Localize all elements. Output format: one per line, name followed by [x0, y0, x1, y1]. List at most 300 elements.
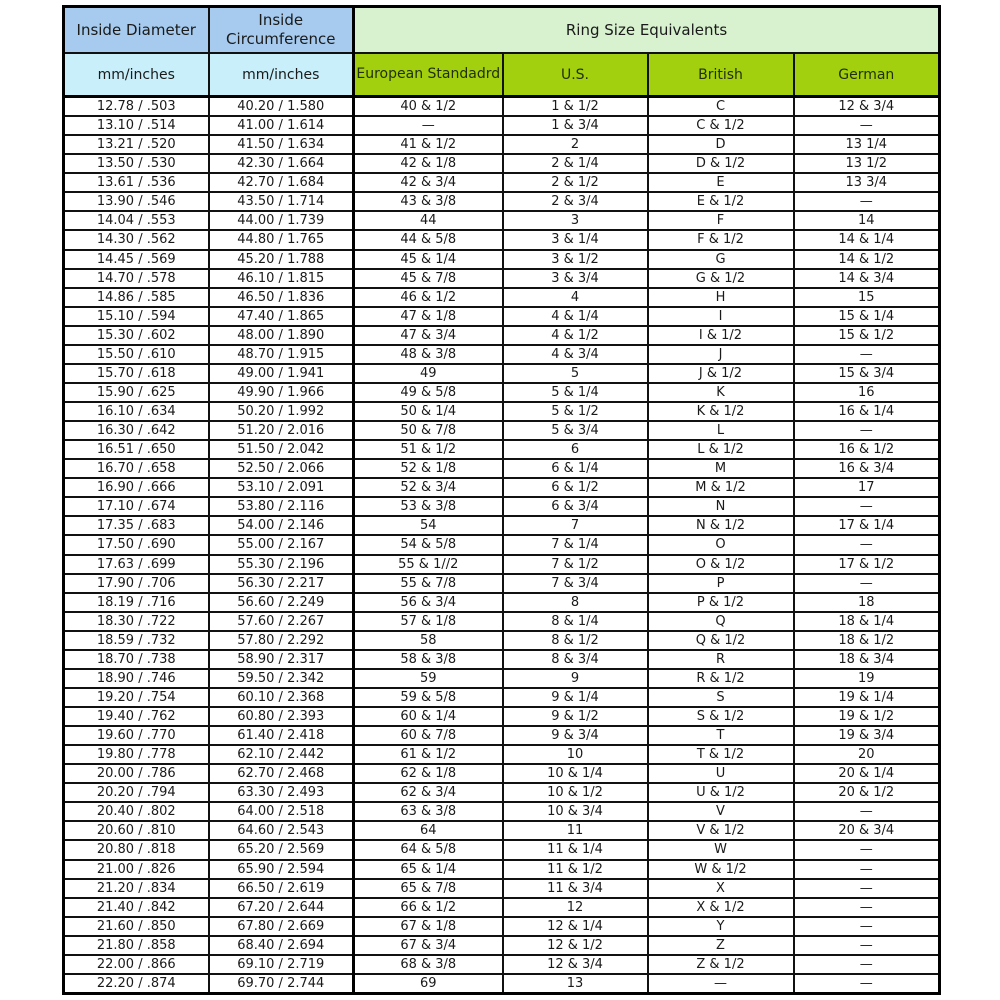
cell-diameter: 17.90 / .706	[64, 574, 209, 593]
cell-german: 14 & 3/4	[794, 269, 940, 288]
table-row	[64, 860, 940, 879]
cell-diameter: 13.21 / .520	[64, 135, 209, 154]
cell-british: I & 1/2	[648, 326, 794, 345]
cell-circumference: 42.70 / 1.684	[209, 173, 354, 192]
table-row	[64, 440, 940, 459]
cell-german: 15 & 1/4	[794, 307, 940, 326]
cell-european: 44 & 5/8	[354, 230, 503, 249]
cell-diameter: 18.30 / .722	[64, 612, 209, 631]
cell-circumference: 58.90 / 2.317	[209, 650, 354, 669]
cell-us: 11 & 1/4	[503, 840, 648, 859]
table-row	[64, 917, 940, 936]
table-row	[64, 364, 940, 383]
table-row	[64, 936, 940, 955]
cell-european: 55 & 7/8	[354, 574, 503, 593]
table-row	[64, 478, 940, 497]
cell-european: 47 & 1/8	[354, 307, 503, 326]
cell-german: 20 & 1/2	[794, 783, 940, 802]
table-row	[64, 230, 940, 249]
cell-us: 2 & 1/4	[503, 154, 648, 173]
header-row-sub	[64, 53, 940, 97]
cell-circumference: 51.20 / 2.016	[209, 421, 354, 440]
cell-german: —	[794, 840, 940, 859]
cell-us: 12 & 3/4	[503, 955, 648, 974]
cell-us: 1 & 3/4	[503, 116, 648, 135]
cell-us: 6 & 3/4	[503, 497, 648, 516]
cell-british: I	[648, 307, 794, 326]
cell-circumference: 65.20 / 2.569	[209, 840, 354, 859]
cell-european: 67 & 1/8	[354, 917, 503, 936]
cell-diameter: 19.20 / .754	[64, 688, 209, 707]
table-row	[64, 612, 940, 631]
table-row	[64, 459, 940, 478]
header-inside-diameter: Inside Diameter	[64, 7, 209, 54]
cell-european: 66 & 1/2	[354, 898, 503, 917]
cell-circumference: 43.50 / 1.714	[209, 192, 354, 211]
cell-german: 17	[794, 478, 940, 497]
table-row	[64, 650, 940, 669]
cell-circumference: 55.30 / 2.196	[209, 555, 354, 574]
cell-diameter: 21.20 / .834	[64, 879, 209, 898]
cell-us: 5 & 3/4	[503, 421, 648, 440]
table-row	[64, 326, 940, 345]
cell-german: 19 & 1/2	[794, 707, 940, 726]
cell-british: Z	[648, 936, 794, 955]
table-row	[64, 898, 940, 917]
cell-british: K & 1/2	[648, 402, 794, 421]
cell-diameter: 15.50 / .610	[64, 345, 209, 364]
table-row	[64, 764, 940, 783]
cell-circumference: 62.70 / 2.468	[209, 764, 354, 783]
cell-european: 56 & 3/4	[354, 593, 503, 612]
cell-german: 14	[794, 211, 940, 230]
cell-european: 63 & 3/8	[354, 802, 503, 821]
table-row	[64, 745, 940, 764]
table-row	[64, 173, 940, 192]
cell-circumference: 69.10 / 2.719	[209, 955, 354, 974]
cell-diameter: 13.90 / .546	[64, 192, 209, 211]
cell-circumference: 48.70 / 1.915	[209, 345, 354, 364]
cell-european: 44	[354, 211, 503, 230]
cell-british: F	[648, 211, 794, 230]
cell-circumference: 41.50 / 1.634	[209, 135, 354, 154]
cell-british: T & 1/2	[648, 745, 794, 764]
table-row	[64, 269, 940, 288]
cell-us: 7 & 1/2	[503, 555, 648, 574]
cell-us: 10	[503, 745, 648, 764]
cell-diameter: 17.35 / .683	[64, 516, 209, 535]
cell-european: 62 & 1/8	[354, 764, 503, 783]
cell-german: —	[794, 898, 940, 917]
table-row	[64, 821, 940, 840]
cell-circumference: 52.50 / 2.066	[209, 459, 354, 478]
table-row	[64, 402, 940, 421]
cell-german: 15 & 1/2	[794, 326, 940, 345]
header-german: German	[794, 53, 940, 97]
cell-german: 13 3/4	[794, 173, 940, 192]
cell-us: 9 & 1/2	[503, 707, 648, 726]
cell-european: 48 & 3/8	[354, 345, 503, 364]
cell-diameter: 19.40 / .762	[64, 707, 209, 726]
cell-european: 45 & 7/8	[354, 269, 503, 288]
table-row	[64, 631, 940, 650]
cell-circumference: 63.30 / 2.493	[209, 783, 354, 802]
cell-us: 10 & 3/4	[503, 802, 648, 821]
table-row	[64, 955, 940, 974]
cell-european: 47 & 3/4	[354, 326, 503, 345]
cell-us: 2 & 3/4	[503, 192, 648, 211]
cell-us: 12 & 1/2	[503, 936, 648, 955]
cell-circumference: 44.80 / 1.765	[209, 230, 354, 249]
cell-diameter: 14.86 / .585	[64, 288, 209, 307]
cell-circumference: 57.80 / 2.292	[209, 631, 354, 650]
cell-european: 51 & 1/2	[354, 440, 503, 459]
cell-german: —	[794, 974, 940, 994]
cell-european: 64 & 5/8	[354, 840, 503, 859]
cell-british: T	[648, 726, 794, 745]
cell-us: 4	[503, 288, 648, 307]
cell-european: 65 & 1/4	[354, 860, 503, 879]
cell-diameter: 20.40 / .802	[64, 802, 209, 821]
cell-european: 64	[354, 821, 503, 840]
cell-german: 18 & 3/4	[794, 650, 940, 669]
cell-diameter: 17.10 / .674	[64, 497, 209, 516]
cell-german: 20	[794, 745, 940, 764]
cell-german: 19	[794, 669, 940, 688]
cell-european: 42 & 1/8	[354, 154, 503, 173]
cell-british: D & 1/2	[648, 154, 794, 173]
ring-size-table	[62, 5, 941, 995]
cell-european: 50 & 7/8	[354, 421, 503, 440]
cell-circumference: 42.30 / 1.664	[209, 154, 354, 173]
cell-circumference: 54.00 / 2.146	[209, 516, 354, 535]
cell-british: V & 1/2	[648, 821, 794, 840]
cell-us: 3	[503, 211, 648, 230]
cell-british: P	[648, 574, 794, 593]
table-body	[64, 97, 940, 994]
cell-us: 2	[503, 135, 648, 154]
cell-british: L	[648, 421, 794, 440]
cell-german: 13 1/4	[794, 135, 940, 154]
cell-european: 49	[354, 364, 503, 383]
header-ring-size-equivalents: Ring Size Equivalents	[354, 7, 940, 54]
cell-european: 60 & 1/4	[354, 707, 503, 726]
cell-british: P & 1/2	[648, 593, 794, 612]
cell-british: E	[648, 173, 794, 192]
cell-european: 59	[354, 669, 503, 688]
cell-us: 8	[503, 593, 648, 612]
header-european-standard: European Standadrd	[354, 53, 503, 97]
cell-german: 12 & 3/4	[794, 97, 940, 117]
cell-us: 13	[503, 974, 648, 994]
header-circumference-units: mm/inches	[209, 53, 354, 97]
table-row	[64, 688, 940, 707]
cell-circumference: 60.80 / 2.393	[209, 707, 354, 726]
cell-circumference: 40.20 / 1.580	[209, 97, 354, 117]
cell-diameter: 20.80 / .818	[64, 840, 209, 859]
cell-diameter: 13.50 / .530	[64, 154, 209, 173]
cell-european: 41 & 1/2	[354, 135, 503, 154]
cell-british: G & 1/2	[648, 269, 794, 288]
cell-us: 12	[503, 898, 648, 917]
table-row	[64, 211, 940, 230]
table-row	[64, 574, 940, 593]
cell-british: —	[648, 974, 794, 994]
cell-diameter: 13.61 / .536	[64, 173, 209, 192]
cell-german: —	[794, 345, 940, 364]
cell-circumference: 57.60 / 2.267	[209, 612, 354, 631]
cell-british: Y	[648, 917, 794, 936]
cell-european: 58	[354, 631, 503, 650]
cell-european: 42 & 3/4	[354, 173, 503, 192]
table-row	[64, 783, 940, 802]
cell-circumference: 49.90 / 1.966	[209, 383, 354, 402]
cell-british: J	[648, 345, 794, 364]
table-row	[64, 593, 940, 612]
cell-us: 9 & 3/4	[503, 726, 648, 745]
cell-german: —	[794, 802, 940, 821]
cell-german: 16 & 1/4	[794, 402, 940, 421]
cell-european: 52 & 1/8	[354, 459, 503, 478]
ring-size-conversion-table	[62, 5, 938, 995]
cell-circumference: 69.70 / 2.744	[209, 974, 354, 994]
cell-us: 3 & 3/4	[503, 269, 648, 288]
cell-british: O	[648, 535, 794, 554]
table-row	[64, 497, 940, 516]
cell-british: L & 1/2	[648, 440, 794, 459]
cell-us: 11 & 1/2	[503, 860, 648, 879]
cell-us: 5 & 1/2	[503, 402, 648, 421]
cell-circumference: 48.00 / 1.890	[209, 326, 354, 345]
cell-diameter: 21.00 / .826	[64, 860, 209, 879]
cell-circumference: 50.20 / 1.992	[209, 402, 354, 421]
header-diameter-units: mm/inches	[64, 53, 209, 97]
cell-diameter: 14.04 / .553	[64, 211, 209, 230]
cell-european: 52 & 3/4	[354, 478, 503, 497]
cell-german: 13 1/2	[794, 154, 940, 173]
cell-european: 45 & 1/4	[354, 250, 503, 269]
cell-european: 68 & 3/8	[354, 955, 503, 974]
cell-european: 65 & 7/8	[354, 879, 503, 898]
cell-british: O & 1/2	[648, 555, 794, 574]
cell-german: 17 & 1/2	[794, 555, 940, 574]
cell-us: 10 & 1/4	[503, 764, 648, 783]
cell-diameter: 14.45 / .569	[64, 250, 209, 269]
cell-german: 16	[794, 383, 940, 402]
cell-european: 46 & 1/2	[354, 288, 503, 307]
cell-european: 57 & 1/8	[354, 612, 503, 631]
cell-diameter: 19.60 / .770	[64, 726, 209, 745]
cell-british: E & 1/2	[648, 192, 794, 211]
cell-british: M & 1/2	[648, 478, 794, 497]
cell-diameter: 16.90 / .666	[64, 478, 209, 497]
cell-british: S & 1/2	[648, 707, 794, 726]
cell-circumference: 62.10 / 2.442	[209, 745, 354, 764]
cell-us: 5	[503, 364, 648, 383]
cell-diameter: 20.00 / .786	[64, 764, 209, 783]
cell-circumference: 64.60 / 2.543	[209, 821, 354, 840]
cell-european: 43 & 3/8	[354, 192, 503, 211]
cell-us: 3 & 1/2	[503, 250, 648, 269]
cell-british: N & 1/2	[648, 516, 794, 535]
table-row	[64, 135, 940, 154]
cell-diameter: 21.60 / .850	[64, 917, 209, 936]
cell-british: U & 1/2	[648, 783, 794, 802]
cell-german: 15 & 3/4	[794, 364, 940, 383]
cell-german: 14 & 1/2	[794, 250, 940, 269]
cell-diameter: 14.70 / .578	[64, 269, 209, 288]
cell-german: 18 & 1/2	[794, 631, 940, 650]
cell-british: H	[648, 288, 794, 307]
table-row	[64, 383, 940, 402]
cell-circumference: 47.40 / 1.865	[209, 307, 354, 326]
cell-german: —	[794, 497, 940, 516]
cell-british: R	[648, 650, 794, 669]
table-row	[64, 154, 940, 173]
cell-british: F & 1/2	[648, 230, 794, 249]
cell-european: 60 & 7/8	[354, 726, 503, 745]
cell-british: S	[648, 688, 794, 707]
cell-european: 62 & 3/4	[354, 783, 503, 802]
cell-european: 55 & 1//2	[354, 555, 503, 574]
table-row	[64, 555, 940, 574]
table-row	[64, 288, 940, 307]
cell-circumference: 60.10 / 2.368	[209, 688, 354, 707]
cell-us: 1 & 1/2	[503, 97, 648, 117]
cell-circumference: 61.40 / 2.418	[209, 726, 354, 745]
cell-diameter: 16.70 / .658	[64, 459, 209, 478]
header-us: U.S.	[503, 53, 648, 97]
cell-circumference: 45.20 / 1.788	[209, 250, 354, 269]
cell-us: 5 & 1/4	[503, 383, 648, 402]
cell-european: 54	[354, 516, 503, 535]
table-row	[64, 116, 940, 135]
cell-us: 2 & 1/2	[503, 173, 648, 192]
cell-british: V	[648, 802, 794, 821]
cell-european: 59 & 5/8	[354, 688, 503, 707]
cell-diameter: 20.60 / .810	[64, 821, 209, 840]
cell-circumference: 65.90 / 2.594	[209, 860, 354, 879]
table-row	[64, 192, 940, 211]
cell-diameter: 15.70 / .618	[64, 364, 209, 383]
cell-diameter: 12.78 / .503	[64, 97, 209, 117]
cell-european: —	[354, 116, 503, 135]
cell-german: —	[794, 917, 940, 936]
cell-diameter: 17.50 / .690	[64, 535, 209, 554]
cell-diameter: 21.80 / .858	[64, 936, 209, 955]
cell-circumference: 64.00 / 2.518	[209, 802, 354, 821]
cell-german: —	[794, 574, 940, 593]
cell-diameter: 16.30 / .642	[64, 421, 209, 440]
cell-us: 9	[503, 669, 648, 688]
cell-british: D	[648, 135, 794, 154]
cell-british: G	[648, 250, 794, 269]
cell-us: 6	[503, 440, 648, 459]
cell-british: K	[648, 383, 794, 402]
cell-diameter: 13.10 / .514	[64, 116, 209, 135]
cell-german: —	[794, 860, 940, 879]
cell-german: 18 & 1/4	[794, 612, 940, 631]
cell-british: X & 1/2	[648, 898, 794, 917]
header-row-main	[64, 7, 940, 54]
table-row	[64, 974, 940, 994]
cell-us: 4 & 3/4	[503, 345, 648, 364]
cell-german: 19 & 3/4	[794, 726, 940, 745]
cell-diameter: 18.19 / .716	[64, 593, 209, 612]
table-row	[64, 97, 940, 117]
table-row	[64, 307, 940, 326]
cell-us: 12 & 1/4	[503, 917, 648, 936]
cell-us: 8 & 1/4	[503, 612, 648, 631]
cell-us: 7	[503, 516, 648, 535]
cell-european: 50 & 1/4	[354, 402, 503, 421]
header-inside-circumference: Inside Circumference	[209, 7, 354, 54]
cell-circumference: 53.10 / 2.091	[209, 478, 354, 497]
cell-circumference: 67.80 / 2.669	[209, 917, 354, 936]
cell-european: 69	[354, 974, 503, 994]
table-row	[64, 726, 940, 745]
cell-german: 20 & 1/4	[794, 764, 940, 783]
cell-german: 15	[794, 288, 940, 307]
cell-circumference: 53.80 / 2.116	[209, 497, 354, 516]
cell-diameter: 22.00 / .866	[64, 955, 209, 974]
cell-german: —	[794, 116, 940, 135]
cell-german: 18	[794, 593, 940, 612]
cell-european: 67 & 3/4	[354, 936, 503, 955]
table-row	[64, 879, 940, 898]
cell-british: U	[648, 764, 794, 783]
cell-british: N	[648, 497, 794, 516]
table-row	[64, 516, 940, 535]
cell-german: —	[794, 535, 940, 554]
cell-circumference: 41.00 / 1.614	[209, 116, 354, 135]
cell-european: 58 & 3/8	[354, 650, 503, 669]
cell-diameter: 15.90 / .625	[64, 383, 209, 402]
cell-us: 8 & 3/4	[503, 650, 648, 669]
cell-circumference: 66.50 / 2.619	[209, 879, 354, 898]
cell-us: 4 & 1/4	[503, 307, 648, 326]
table-row	[64, 669, 940, 688]
table-row	[64, 840, 940, 859]
cell-german: 16 & 3/4	[794, 459, 940, 478]
cell-british: R & 1/2	[648, 669, 794, 688]
cell-german: —	[794, 879, 940, 898]
cell-circumference: 56.60 / 2.249	[209, 593, 354, 612]
cell-us: 7 & 3/4	[503, 574, 648, 593]
cell-british: M	[648, 459, 794, 478]
table-row	[64, 535, 940, 554]
cell-british: X	[648, 879, 794, 898]
cell-german: 19 & 1/4	[794, 688, 940, 707]
cell-us: 7 & 1/4	[503, 535, 648, 554]
table-row	[64, 802, 940, 821]
cell-us: 11	[503, 821, 648, 840]
cell-british: C	[648, 97, 794, 117]
cell-german: 17 & 1/4	[794, 516, 940, 535]
cell-diameter: 18.70 / .738	[64, 650, 209, 669]
cell-british: J & 1/2	[648, 364, 794, 383]
table-row	[64, 421, 940, 440]
cell-european: 49 & 5/8	[354, 383, 503, 402]
cell-circumference: 59.50 / 2.342	[209, 669, 354, 688]
cell-european: 53 & 3/8	[354, 497, 503, 516]
cell-diameter: 16.10 / .634	[64, 402, 209, 421]
table-row	[64, 707, 940, 726]
cell-us: 6 & 1/4	[503, 459, 648, 478]
cell-us: 9 & 1/4	[503, 688, 648, 707]
cell-us: 6 & 1/2	[503, 478, 648, 497]
cell-us: 11 & 3/4	[503, 879, 648, 898]
